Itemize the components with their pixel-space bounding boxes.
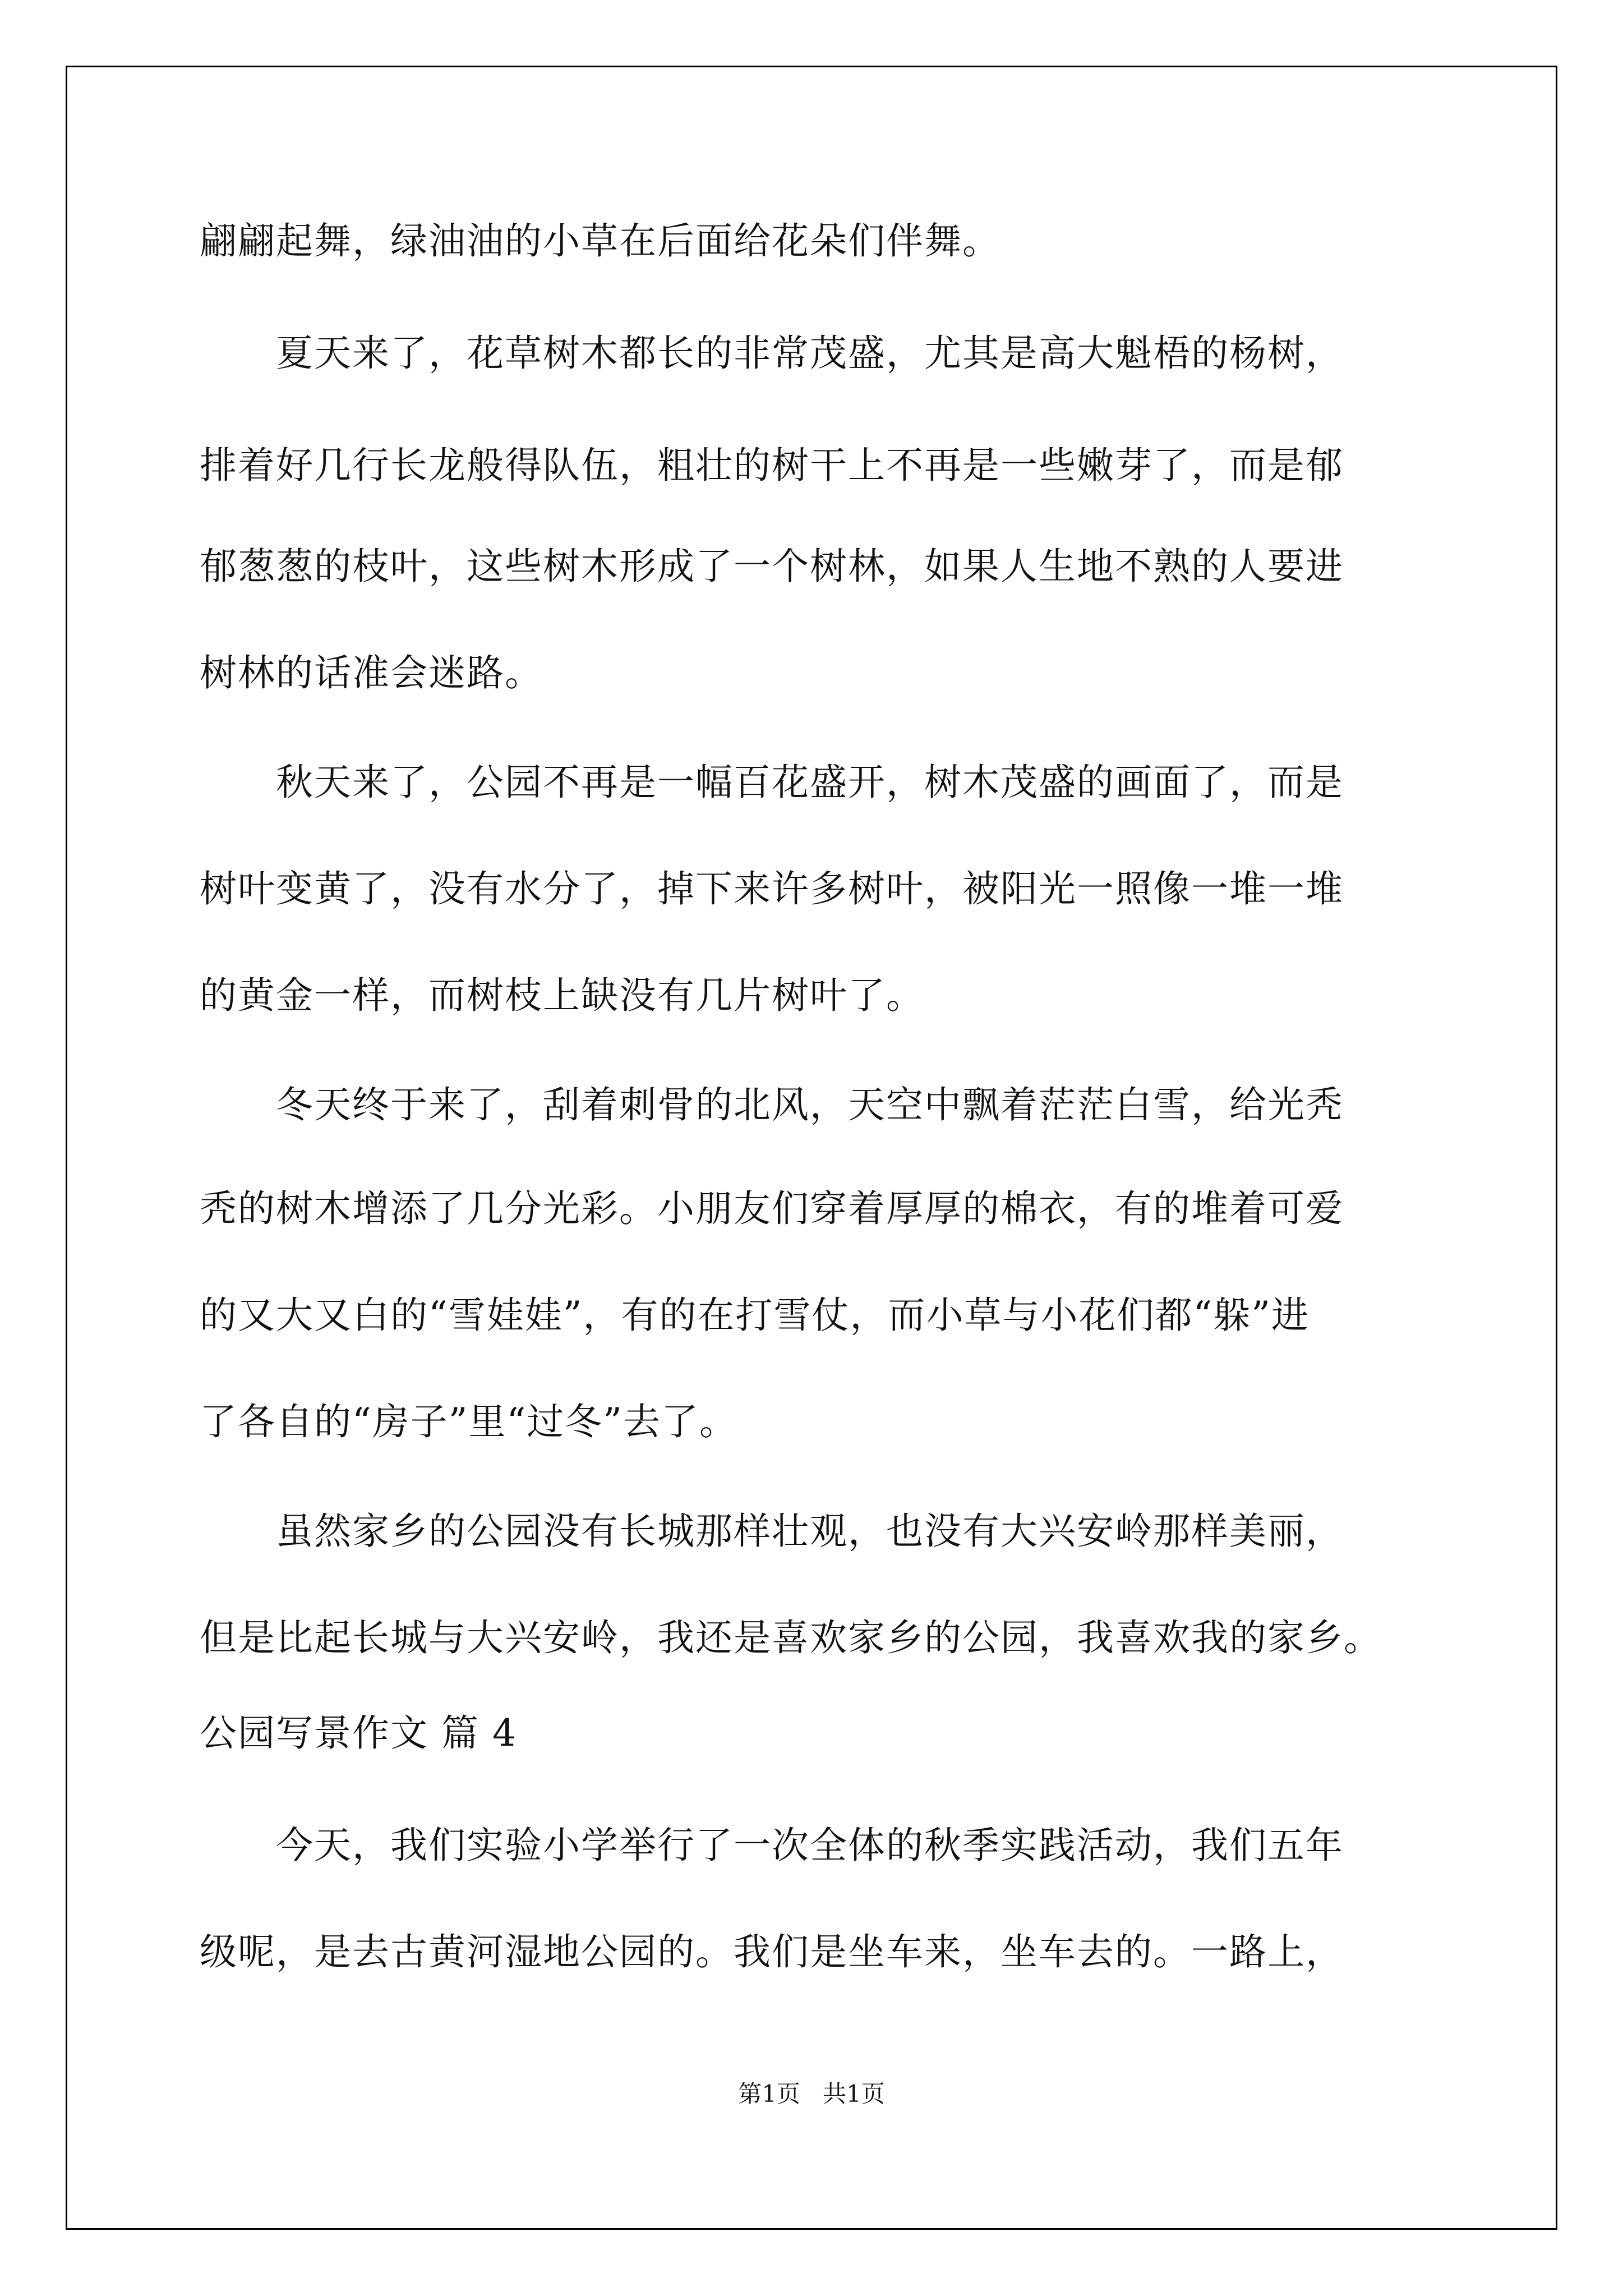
body-line: 的黄金一样，而树枝上缺没有几片树叶了。 [200, 974, 924, 1017]
body-line: 了各自的“房子”里“过冬”去了。 [200, 1400, 737, 1443]
body-line: 冬天终于来了，刮着刺骨的北风，天空中飘着茫茫白雪，给光秃 [200, 1083, 1344, 1126]
body-line: 翩翩起舞，绿油油的小草在后面给花朵们伴舞。 [200, 219, 1000, 263]
body-line: 郁葱葱的枝叶，这些树木形成了一个树林，如果人生地不熟的人要进 [200, 545, 1344, 588]
page-footer: 第1页 共1页 [738, 2080, 885, 2108]
page-border [66, 66, 1557, 2230]
section-heading: 公园写景作文 篇 4 [200, 1711, 517, 1755]
body-line: 但是比起长城与大兴安岭，我还是喜欢家乡的公园，我喜欢我的家乡。 [200, 1616, 1382, 1659]
body-line: 秃的树木增添了几分光彩。小朋友们穿着厚厚的棉衣，有的堆着可爱 [200, 1187, 1344, 1230]
body-line: 秋天来了，公园不再是一幅百花盛开，树木茂盛的画面了，而是 [200, 761, 1344, 804]
body-line: 夏天来了，花草树木都长的非常茂盛，尤其是高大魁梧的杨树， [200, 332, 1344, 375]
body-line: 排着好几行长龙般得队伍，粗壮的树干上不再是一些嫩芽了，而是郁 [200, 444, 1344, 487]
body-line: 的又大又白的“雪娃娃”，有的在打雪仗，而小草与小花们都“躲”进 [200, 1294, 1310, 1337]
body-line: 树叶变黄了，没有水分了，掉下来许多树叶，被阳光一照像一堆一堆 [200, 867, 1344, 910]
body-line: 级呢，是去古黄河湿地公园的。我们是坐车来，坐车去的。一路上， [200, 1930, 1344, 1973]
body-line: 今天，我们实验小学举行了一次全体的秋季实践活动，我们五年 [200, 1824, 1344, 1867]
body-line: 虽然家乡的公园没有长城那样壮观，也没有大兴安岭那样美丽， [200, 1510, 1344, 1553]
body-line: 树林的话准会迷路。 [200, 651, 543, 694]
